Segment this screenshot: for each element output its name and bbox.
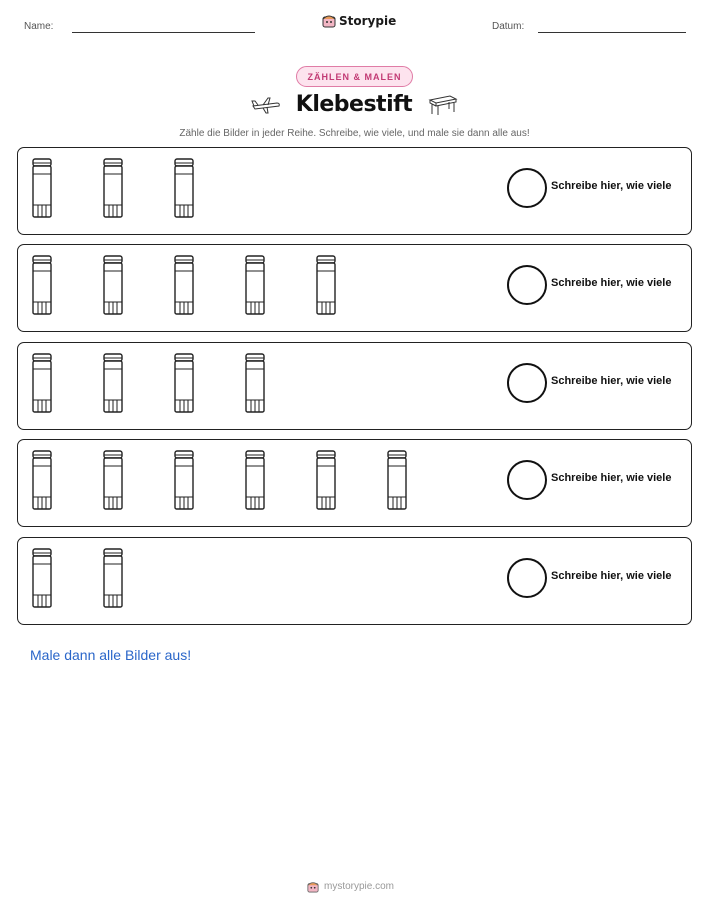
glue-stick-icon [173,254,195,316]
glue-stick-icon [315,449,337,511]
glue-stick-icon [31,547,53,609]
brand-name: Storypie [339,13,397,28]
answer-prompt: Schreibe hier, wie viele [551,375,672,387]
answer-circle[interactable] [507,558,547,598]
worksheet-title: Klebestift [295,92,413,117]
footer-instruction: Male dann alle Bilder aus! [30,647,192,663]
glue-stick-icon [31,254,53,316]
answer-prompt: Schreibe hier, wie viele [551,277,672,289]
glue-stick-icon [173,449,195,511]
site-footer [307,880,394,893]
glue-stick-icon [315,254,337,316]
answer-circle[interactable] [507,460,547,500]
table-icon [428,94,458,116]
pie-mascot-icon [307,880,319,893]
glue-stick-icon [244,352,266,414]
airplane-icon [251,96,281,114]
counting-row [17,244,692,332]
answer-circle[interactable] [507,363,547,403]
name-label: Name: [24,21,54,32]
answer-prompt: Schreibe hier, wie viele [551,180,672,192]
counting-row [17,537,692,625]
pie-mascot-icon [322,13,336,28]
brand-logo [322,13,396,28]
category-badge: ZÄHLEN & MALEN [296,66,413,87]
site-url: mystorypie.com [324,881,395,892]
glue-stick-icon [244,449,266,511]
name-write-line[interactable] [72,32,255,33]
glue-stick-icon [102,352,124,414]
counting-row [17,147,692,235]
glue-stick-icon [102,157,124,219]
instruction-text: Zähle die Bilder in jeder Reihe. Schreibe, wie viele, und male sie dann alle aus! [179,128,530,139]
glue-stick-icon [173,352,195,414]
glue-stick-icon [244,254,266,316]
glue-stick-icon [31,157,53,219]
answer-prompt: Schreibe hier, wie viele [551,472,672,484]
glue-stick-icon [31,352,53,414]
date-write-line[interactable] [538,32,686,33]
counting-row [17,439,692,527]
glue-stick-icon [173,157,195,219]
glue-stick-icon [386,449,408,511]
counting-row [17,342,692,430]
glue-stick-icon [31,449,53,511]
date-label: Datum: [492,21,525,32]
answer-prompt: Schreibe hier, wie viele [551,570,672,582]
glue-stick-icon [102,254,124,316]
glue-stick-icon [102,547,124,609]
answer-circle[interactable] [507,168,547,208]
glue-stick-icon [102,449,124,511]
answer-circle[interactable] [507,265,547,305]
